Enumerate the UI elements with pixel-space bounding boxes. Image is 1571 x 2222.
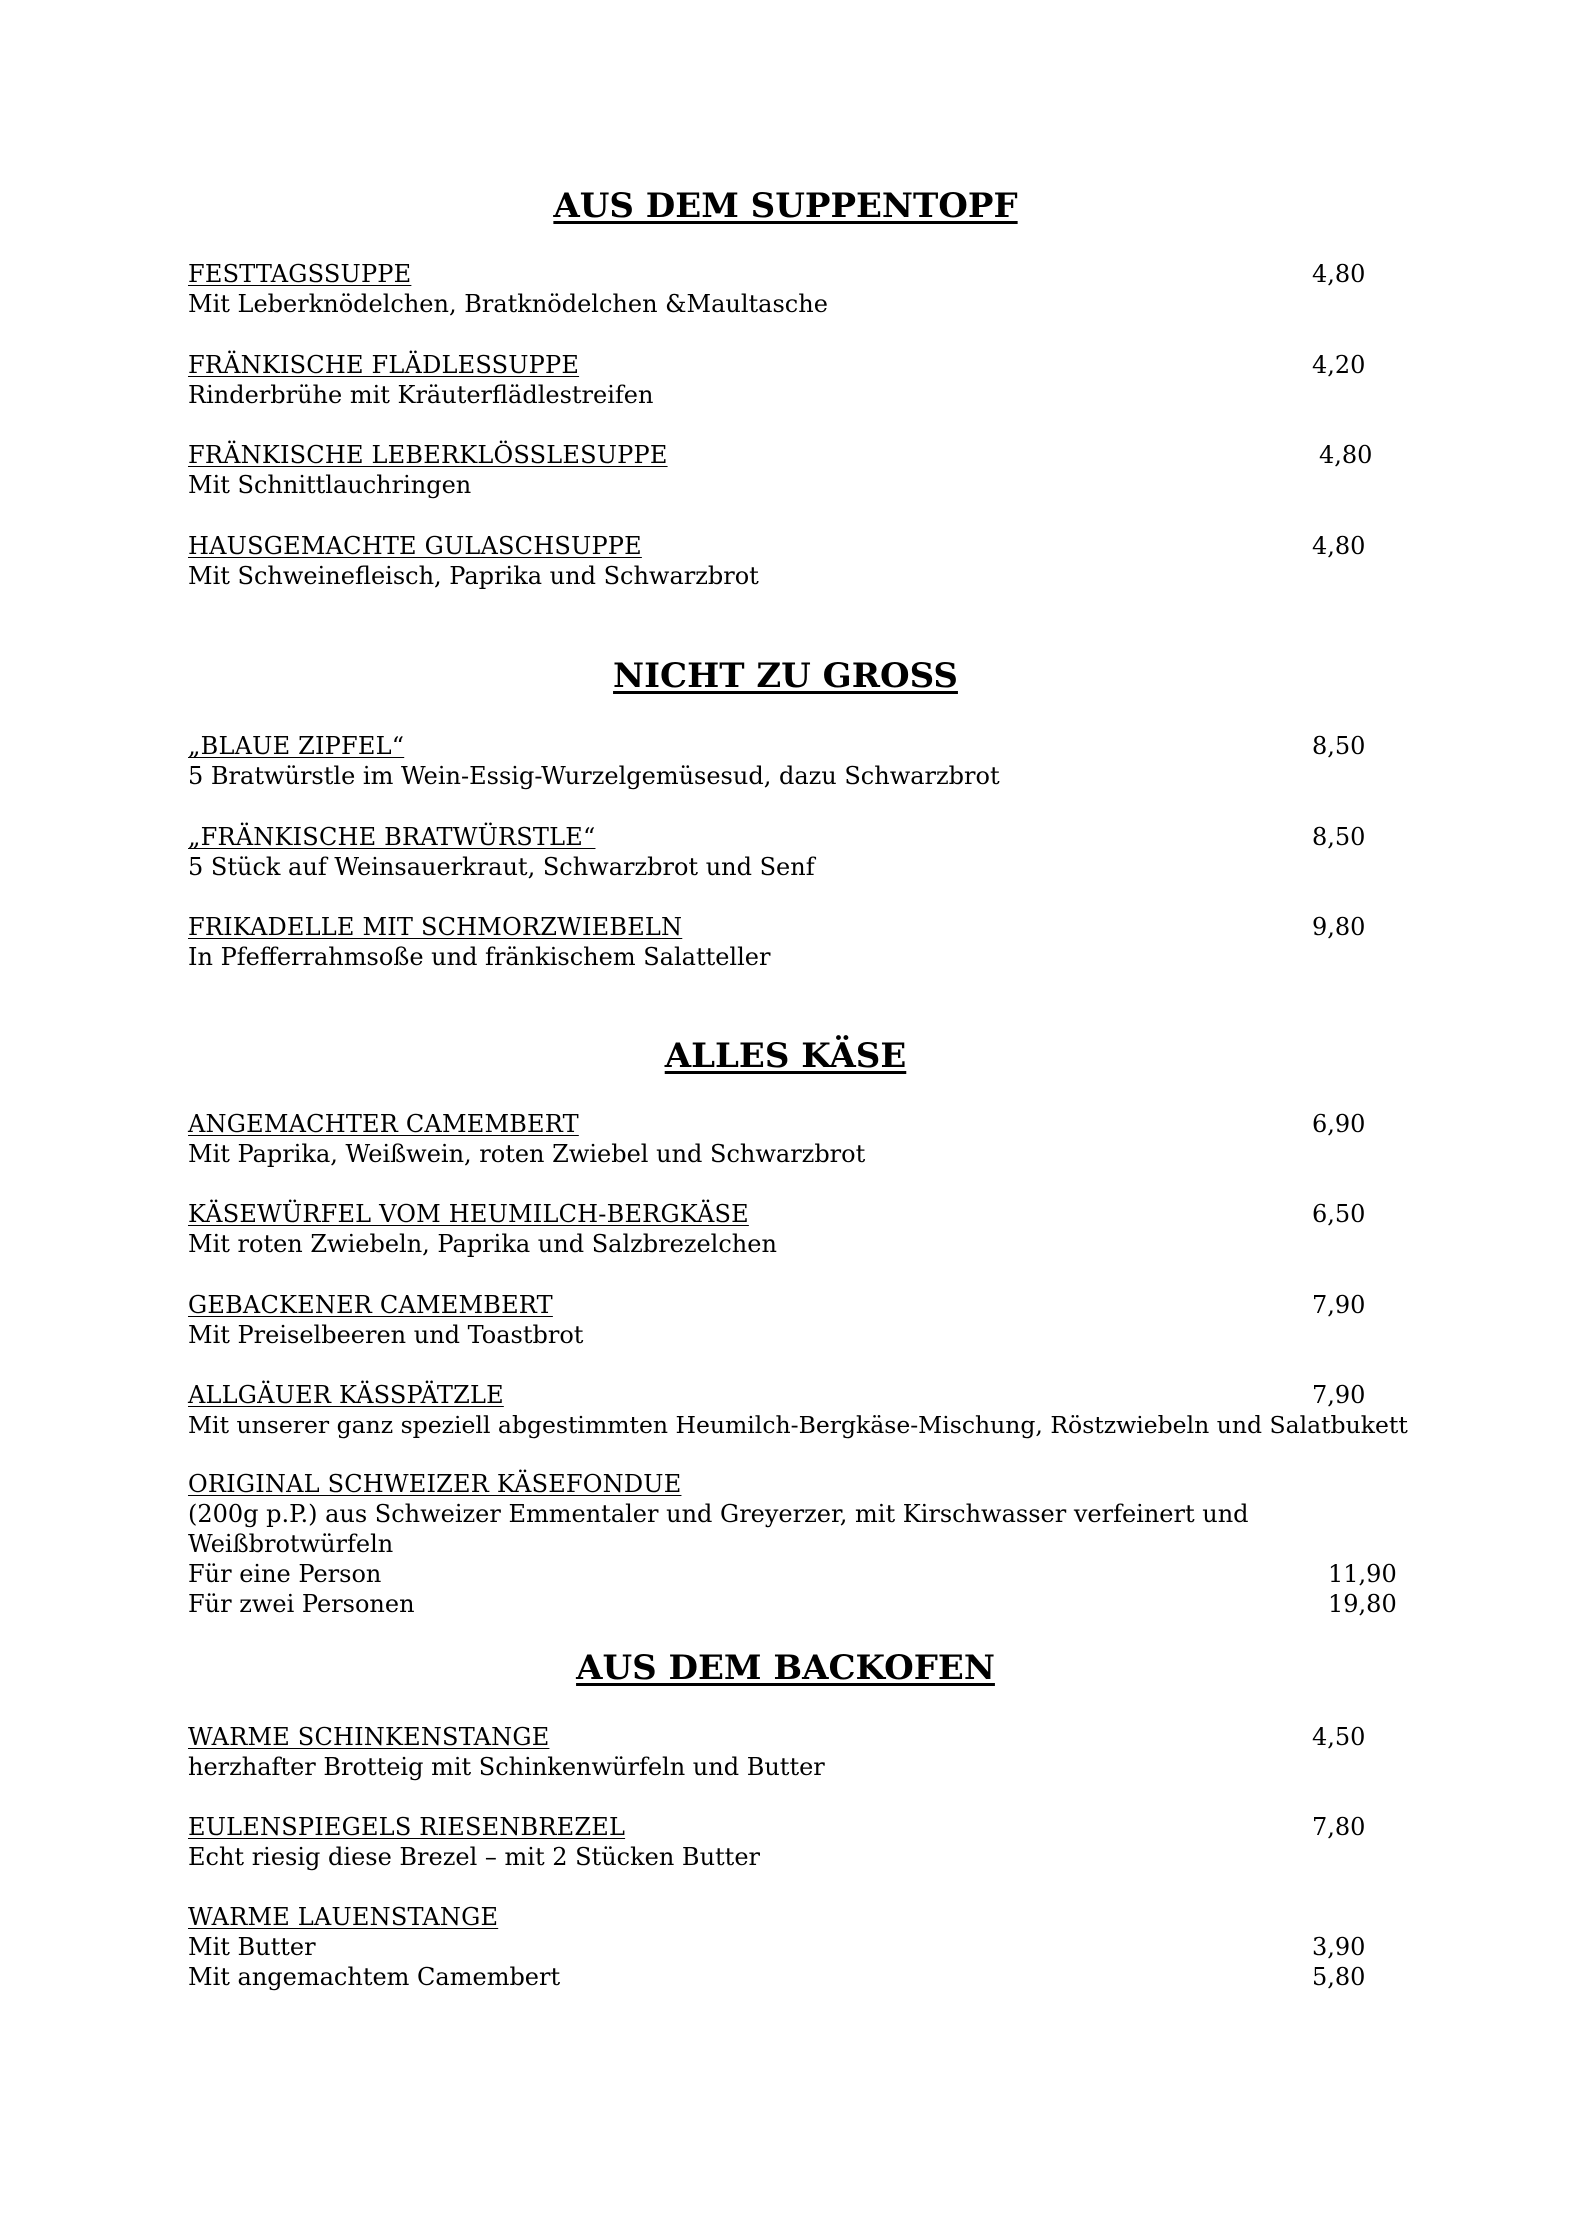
menu-item-kaesefondue bbox=[188, 1469, 1397, 1619]
menu-item-festtagssuppe bbox=[188, 259, 1388, 319]
item-price: 4,50 bbox=[1312, 1723, 1366, 1751]
section-title-suppentopf: AUS DEM SUPPENTOPF bbox=[553, 186, 1018, 226]
option-row bbox=[188, 1589, 1397, 1619]
menu-item-blaue-zipfel bbox=[188, 731, 1388, 791]
item-description: Mit unserer ganz speziell abgestimmten Heumilch-Bergkäse-Mischung, Röstzwiebeln und Salatbukett bbox=[188, 1411, 1408, 1439]
item-name: HAUSGEMACHTE GULASCHSUPPE bbox=[188, 532, 642, 560]
section-title-backofen: AUS DEM BACKOFEN bbox=[576, 1648, 995, 1688]
item-description: 5 Bratwürstle im Wein-Essig-Wurzelgemüsesud, dazu Schwarzbrot bbox=[188, 762, 1000, 790]
item-price: 8,50 bbox=[1312, 732, 1366, 760]
menu-item-frikadelle bbox=[188, 912, 1388, 972]
option-price: 11,90 bbox=[1328, 1560, 1397, 1588]
menu-item-lauenstange bbox=[188, 1902, 1388, 1992]
menu-item-riesenbrezel bbox=[188, 1812, 1388, 1872]
option-price: 19,80 bbox=[1328, 1590, 1397, 1618]
item-description: (200g p.P.) aus Schweizer Emmentaler und Greyerzer, mit Kirschwasser verfeinert und bbox=[188, 1500, 1249, 1528]
option-row bbox=[188, 1559, 1397, 1589]
item-name: FRÄNKISCHE LEBERKLÖSSLESUPPE bbox=[188, 441, 668, 469]
item-name: WARME LAUENSTANGE bbox=[188, 1903, 499, 1931]
item-name: GEBACKENER CAMEMBERT bbox=[188, 1291, 553, 1319]
item-description: Mit Schweinefleisch, Paprika und Schwarzbrot bbox=[188, 562, 759, 590]
menu-item-schinkenstange bbox=[188, 1722, 1388, 1782]
section-title-nicht-zu-gross: NICHT ZU GROSS bbox=[613, 656, 958, 696]
option-label: Mit Butter bbox=[188, 1933, 316, 1961]
menu-item-bratwuerstle bbox=[188, 822, 1388, 882]
item-name: FESTTAGSSUPPE bbox=[188, 260, 412, 288]
option-price: 3,90 bbox=[1312, 1933, 1366, 1961]
item-description: In Pfefferrahmsoße und fränkischem Salatteller bbox=[188, 943, 771, 971]
menu-item-angemachter-camembert bbox=[188, 1109, 1388, 1169]
menu-item-kaesspaetzle bbox=[188, 1380, 1408, 1440]
section-title-alles-kaese: ALLES KÄSE bbox=[664, 1036, 907, 1076]
item-description-cont: Weißbrotwürfeln bbox=[188, 1530, 394, 1558]
item-description: Mit Paprika, Weißwein, roten Zwiebel und Schwarzbrot bbox=[188, 1140, 866, 1168]
item-price: 7,90 bbox=[1312, 1291, 1366, 1319]
item-description: Rinderbrühe mit Kräuterflädlestreifen bbox=[188, 381, 654, 409]
item-price: 4,80 bbox=[1312, 260, 1366, 288]
menu-item-gebackener-camembert bbox=[188, 1290, 1388, 1350]
menu-item-kaesewuerfel bbox=[188, 1199, 1388, 1259]
item-description: Mit Leberknödelchen, Bratknödelchen &Maultasche bbox=[188, 290, 828, 318]
item-description: Mit roten Zwiebeln, Paprika und Salzbrezelchen bbox=[188, 1230, 777, 1258]
option-label: Für zwei Personen bbox=[188, 1590, 415, 1618]
item-name: WARME SCHINKENSTANGE bbox=[188, 1723, 550, 1751]
option-label: Für eine Person bbox=[188, 1560, 382, 1588]
item-name: ORIGINAL SCHWEIZER KÄSEFONDUE bbox=[188, 1470, 682, 1498]
item-price: 9,80 bbox=[1312, 913, 1366, 941]
item-price: 7,80 bbox=[1312, 1813, 1366, 1841]
option-row bbox=[188, 1932, 1388, 1962]
item-name: FRÄNKISCHE FLÄDLESSUPPE bbox=[188, 351, 580, 379]
item-name: FRIKADELLE MIT SCHMORZWIEBELN bbox=[188, 913, 683, 941]
item-price: 7,90 bbox=[1312, 1381, 1366, 1409]
item-price: 4,80 bbox=[1312, 532, 1366, 560]
item-name: „FRÄNKISCHE BRATWÜRSTLE“ bbox=[188, 823, 596, 851]
menu-item-flaedlessuppe bbox=[188, 350, 1388, 410]
option-label: Mit angemachtem Camembert bbox=[188, 1963, 561, 1991]
item-price: 4,80 bbox=[1319, 441, 1373, 469]
item-description: 5 Stück auf Weinsauerkraut, Schwarzbrot und Senf bbox=[188, 853, 815, 881]
item-name: ANGEMACHTER CAMEMBERT bbox=[188, 1110, 579, 1138]
item-description: Echt riesig diese Brezel – mit 2 Stücken Butter bbox=[188, 1843, 760, 1871]
item-description: Mit Schnittlauchringen bbox=[188, 471, 472, 499]
item-price: 6,50 bbox=[1312, 1200, 1366, 1228]
menu-item-gulaschsuppe bbox=[188, 531, 1388, 591]
item-name: KÄSEWÜRFEL VOM HEUMILCH-BERGKÄSE bbox=[188, 1200, 749, 1228]
item-description: Mit Preiselbeeren und Toastbrot bbox=[188, 1321, 584, 1349]
item-price: 8,50 bbox=[1312, 823, 1366, 851]
item-description: herzhafter Brotteig mit Schinkenwürfeln und Butter bbox=[188, 1753, 825, 1781]
item-name: „BLAUE ZIPFEL“ bbox=[188, 732, 405, 760]
option-price: 5,80 bbox=[1312, 1963, 1366, 1991]
item-name: EULENSPIEGELS RIESENBREZEL bbox=[188, 1813, 626, 1841]
item-price: 6,90 bbox=[1312, 1110, 1366, 1138]
item-price: 4,20 bbox=[1312, 351, 1366, 379]
item-name: ALLGÄUER KÄSSPÄTZLE bbox=[188, 1381, 504, 1409]
menu-item-leberkloesslesuppe bbox=[188, 440, 1388, 500]
option-row bbox=[188, 1962, 1388, 1992]
